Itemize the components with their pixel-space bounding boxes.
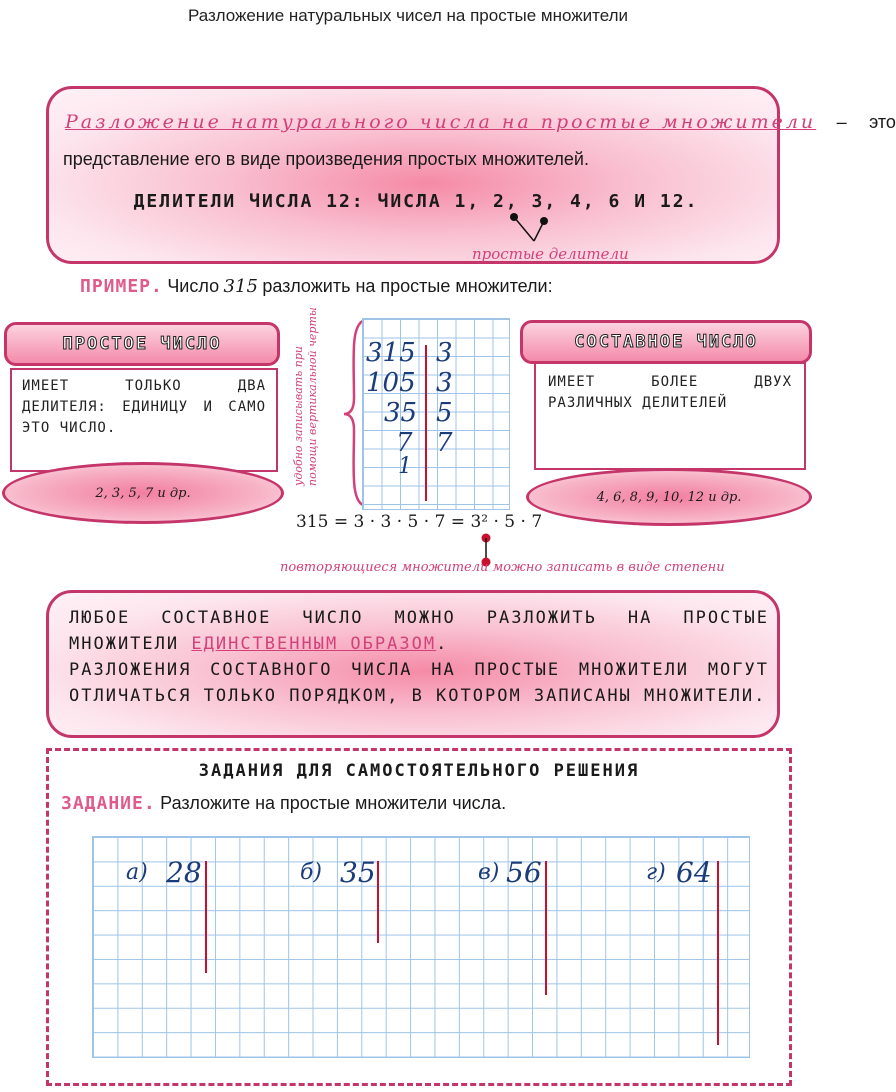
task-instruction-line [61, 793, 506, 814]
factor-left-0: 315 [366, 338, 416, 368]
task-a-letter: а) [126, 860, 148, 885]
side-note [292, 296, 320, 486]
factor-right-0: 3 [436, 338, 453, 368]
task-divider-b [377, 861, 379, 943]
formula: 315 = 3 · 3 · 5 · 7 = 3² · 5 · 7 [296, 512, 543, 532]
task-instruction: Разложите на простые множители числа. [160, 793, 507, 813]
factor-left-1: 105 [366, 368, 416, 398]
prime-divisors-note: простые делители [472, 245, 629, 263]
task-b-number: 35 [340, 856, 376, 889]
factor-left-4: 1 [398, 454, 412, 479]
definition-card [46, 86, 896, 264]
composite-definition: ИМЕЕТ БОЛЕЕ ДВУХ РАЗЛИЧНЫХ ДЕЛИТЕЛЕЙ [534, 362, 806, 470]
example-line [80, 276, 553, 297]
task-c-letter: в) [478, 860, 500, 885]
task-d-letter: г) [646, 860, 666, 885]
factor-right-1: 3 [436, 368, 453, 398]
factorization-divider [425, 345, 427, 501]
factor-right-3: 7 [436, 428, 453, 458]
composite-header: СОСТАВНОЕ ЧИСЛО [520, 320, 812, 364]
task-label: ЗАДАНИЕ. [61, 793, 156, 814]
rule-card [46, 590, 780, 738]
definition-term: Разложение натурального числа на простые множители [65, 111, 817, 133]
rule-line1-end: . [436, 634, 449, 654]
rule-paragraph [69, 605, 769, 709]
factor-right-2: 5 [436, 398, 453, 428]
example-number: 315 [223, 276, 258, 297]
divisors-line: ДЕЛИТЕЛИ ЧИСЛА 12: ЧИСЛА 1, 2, 3, 4, 6 И 12. [133, 191, 699, 212]
task-a-number: 28 [166, 856, 202, 889]
power-note: повторяющиеся множители можно записать в виде степени [280, 560, 725, 575]
example-label: ПРИМЕР. [80, 276, 163, 297]
prime-definition: ИМЕЕТ ТОЛЬКО ДВА ДЕЛИТЕЛЯ: ЕДИНИЦУ И САМО ЭТО ЧИСЛО. [10, 368, 278, 472]
example-text-before: Число [167, 276, 220, 296]
task-divider-d [717, 861, 719, 1045]
page-title: Разложение натуральных чисел на простые множители [187, 6, 629, 25]
side-note-text: удобно записывать при помощи вертикальной черты [292, 307, 319, 486]
definition-dash: – [836, 112, 847, 132]
task-divider-a [205, 861, 207, 973]
rule-emphasis: ЕДИНСТВЕННЫМ ОБРАЗОМ [191, 634, 437, 654]
composite-examples: 4, 6, 8, 9, 10, 12 и др. [526, 468, 812, 526]
prime-header: ПРОСТОЕ ЧИСЛО [4, 322, 280, 366]
definition-word: это [869, 112, 896, 132]
definition-text: представление его в виде произведения простых множителей. [63, 149, 589, 169]
task-d-number: 64 [676, 856, 712, 889]
factor-left-3: 7 [396, 428, 413, 458]
prime-examples: 2, 3, 5, 7 и др. [2, 462, 284, 524]
rule-line1: ЛЮБОЕ СОСТАВНОЕ ЧИСЛО МОЖНО РАЗЛОЖИТЬ НА ПРОСТЫЕ МНОЖИТЕЛИ [69, 608, 769, 654]
task-b-letter: б) [300, 860, 323, 885]
factor-left-2: 35 [384, 398, 418, 428]
rule-line2: РАЗЛОЖЕНИЯ СОСТАВНОГО ЧИСЛА НА ПРОСТЫЕ МНОЖИТЕЛИ МОГУТ ОТЛИЧАТЬСЯ ТОЛЬКО ПОРЯДКОМ, В КОТОРОМ ЗАПИСАНЫ МНОЖИТЕЛИ. [69, 660, 769, 706]
example-text-after: разложить на простые множители: [262, 276, 553, 296]
task-divider-c [545, 861, 547, 995]
task-c-number: 56 [506, 856, 542, 889]
tasks-heading: ЗАДАНИЯ ДЛЯ САМОСТОЯТЕЛЬНОГО РЕШЕНИЯ [198, 761, 640, 781]
